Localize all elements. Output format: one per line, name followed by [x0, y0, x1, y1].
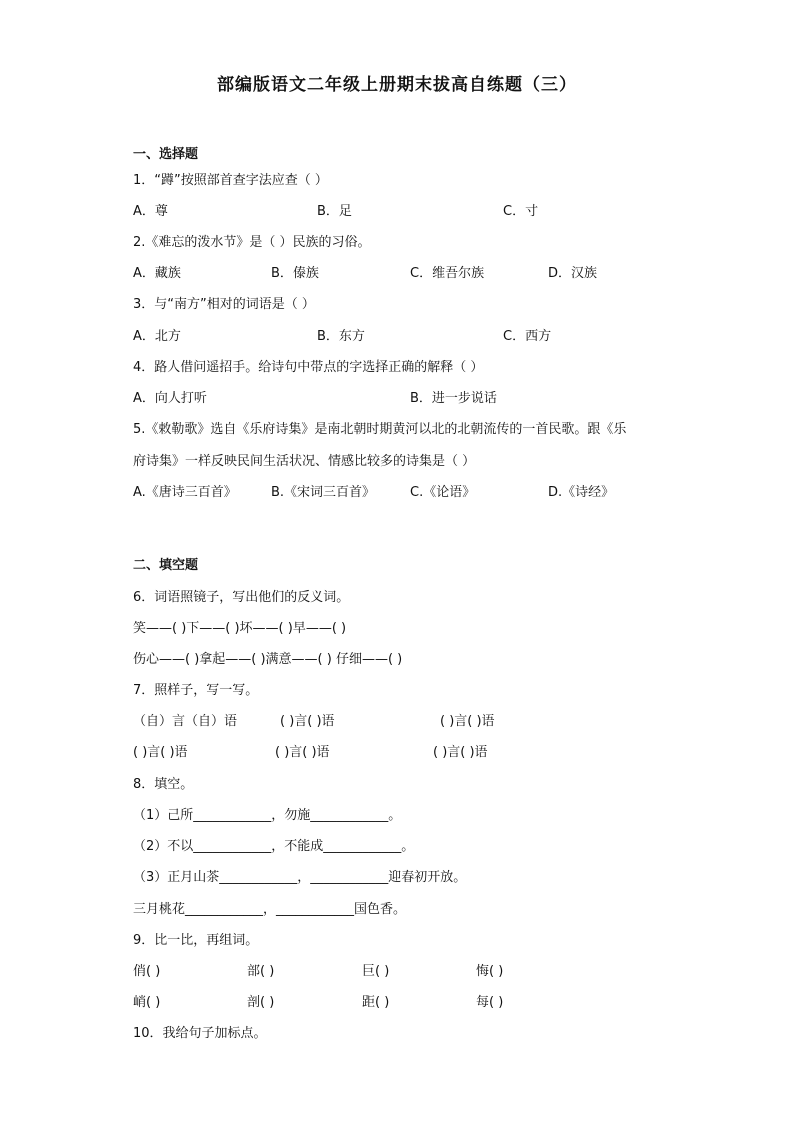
- question-3-option-c: C．西方: [503, 329, 552, 344]
- question-9-item: 俏( ): [133, 964, 161, 979]
- question-5-option-b: B.《宋词三百首》: [271, 485, 376, 500]
- question-2-stem: 2.《难忘的泼水节》是（ ）民族的习俗。: [133, 235, 371, 250]
- question-9-item: 距( ): [362, 995, 390, 1010]
- question-7-blank: ( )言( )语: [433, 745, 488, 760]
- question-2-option-a: A．藏族: [133, 266, 181, 281]
- question-5-stem-line1: 5.《敕勒歌》选自《乐府诗集》是南北朝时期黄河以北的北朝流传的一首民歌。跟《乐: [133, 422, 627, 437]
- question-4-option-b: B．进一步说话: [410, 391, 497, 406]
- question-5-option-d: D.《诗经》: [548, 485, 615, 500]
- question-7-stem: 7．照样子，写一写。: [133, 683, 259, 698]
- question-7-blank: ( )言( )语: [280, 714, 335, 729]
- question-9-stem: 9．比一比，再组词。: [133, 933, 259, 948]
- section-heading-choice: 一、选择题: [133, 147, 199, 162]
- question-2-option-b: B．傣族: [271, 266, 319, 281]
- question-9-item: 每( ): [476, 995, 504, 1010]
- question-7-blank: ( )言( )语: [275, 745, 330, 760]
- question-9-item: 剖( ): [247, 995, 275, 1010]
- question-3-stem: 3．与“南方”相对的词语是（ ）: [133, 297, 315, 312]
- question-6-row1: 笑——( )下——( )坏——( )早——( ): [133, 621, 347, 636]
- question-7-blank: ( )言( )语: [440, 714, 495, 729]
- question-8-line1: （1）己所____________，勿施____________。: [133, 808, 402, 823]
- question-4-stem: 4．路人借问遥招手。给诗句中带点的字选择正确的解释（ ）: [133, 360, 484, 375]
- question-1-option-b: B．足: [317, 204, 352, 219]
- question-9-item: 峭( ): [133, 995, 161, 1010]
- question-7-example: （自）言（自）语: [133, 714, 238, 729]
- question-6-row2: 伤心——( )拿起——( )满意——( ) 仔细——( ): [133, 652, 403, 667]
- section-heading-fill: 二、填空题: [133, 558, 199, 573]
- question-6-stem: 6．词语照镜子，写出他们的反义词。: [133, 590, 350, 605]
- question-1-option-a: A．尊: [133, 204, 168, 219]
- question-8-stem: 8．填空。: [133, 777, 194, 792]
- question-3-option-b: B．东方: [317, 329, 365, 344]
- question-9-item: 巨( ): [362, 964, 390, 979]
- question-7-blank: ( )言( )语: [133, 745, 188, 760]
- question-5-option-c: C.《论语》: [410, 485, 476, 500]
- question-5-option-a: A.《唐诗三百首》: [133, 485, 237, 500]
- question-1-option-c: C．寸: [503, 204, 539, 219]
- question-3-option-a: A．北方: [133, 329, 181, 344]
- question-2-option-c: C．维吾尔族: [410, 266, 485, 281]
- page-title: 部编版语文二年级上册期末拔高自练题（三）: [217, 75, 577, 95]
- question-10-stem: 10．我给句子加标点。: [133, 1026, 267, 1041]
- question-5-stem-line2: 府诗集》一样反映民间生活状况、情感比较多的诗集是（ ）: [133, 454, 476, 469]
- question-1-stem: 1．“蹲”按照部首查字法应查（ ）: [133, 173, 328, 188]
- question-8-line4: 三月桃花____________，____________国色香。: [133, 902, 407, 917]
- question-9-item: 部( ): [247, 964, 275, 979]
- question-2-option-d: D．汉族: [548, 266, 598, 281]
- question-8-line2: （2）不以____________，不能成____________。: [133, 839, 415, 854]
- question-4-option-a: A．向人打听: [133, 391, 207, 406]
- question-8-line3: （3）正月山茶____________，____________迎春初开放。: [133, 870, 467, 885]
- question-9-item: 悔( ): [476, 964, 504, 979]
